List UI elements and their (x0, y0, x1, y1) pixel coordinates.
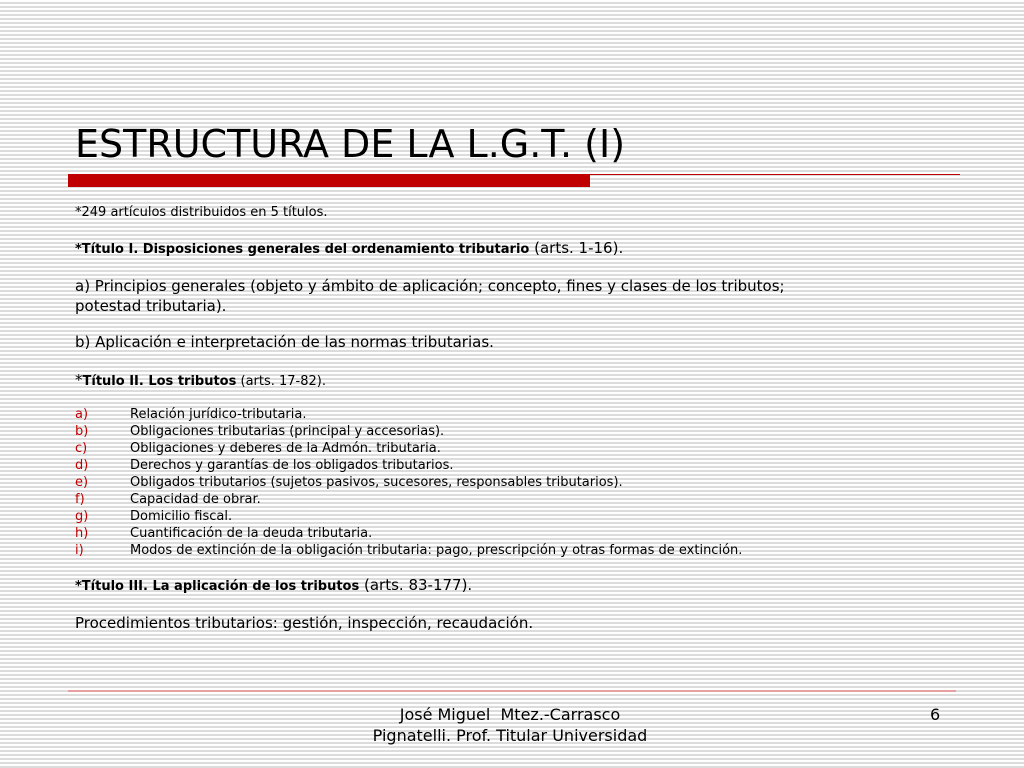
point-a-line-2: potestad tributaria). (75, 297, 227, 315)
titulo-3-arts: (arts. 83-177). (359, 576, 473, 594)
list-item-letter: g) (75, 509, 89, 524)
titulo-1-arts: (arts. 1-16). (529, 239, 624, 257)
titulo-2-arts: (arts. 17-82). (236, 374, 326, 389)
list-item-letter: e) (75, 475, 89, 490)
titulo-2-line (75, 372, 326, 390)
titulo-2-prefix: * (75, 371, 83, 389)
point-a (75, 276, 785, 316)
list-item-letter: b) (75, 424, 89, 439)
list-item-letter: h) (75, 526, 89, 541)
list-item-letter: i) (75, 543, 84, 558)
slide-title: ESTRUCTURA DE LA L.G.T. (I) (75, 122, 626, 166)
list-item-letter: d) (75, 458, 89, 473)
titulo-3-heading: *Título III. La aplicación de los tributos (75, 579, 360, 594)
footer-author-line-2: Pignatelli. Prof. Titular Universidad (372, 726, 648, 745)
list-item-text: Relación jurídico-tributaria. (130, 407, 307, 422)
footer-author-line-1: José Miguel Mtez.-Carrasco (399, 705, 621, 724)
list-item-text: Obligados tributarios (sujetos pasivos, sucesores, responsables tributarios). (130, 475, 623, 490)
list-item-text: Obligaciones y deberes de la Admón. tributaria. (130, 441, 441, 456)
list-item-text: Derechos y garantías de los obligados tributarios. (130, 458, 454, 473)
point-a-line-1: a) Principios generales (objeto y ámbito de aplicación; concepto, fines y clases de los tributos; (75, 277, 785, 295)
list-item-text: Obligaciones tributarias (principal y accesorias). (130, 424, 445, 439)
list-item-text: Capacidad de obrar. (130, 492, 261, 507)
titulo-2-heading: Título II. Los tributos (82, 374, 237, 389)
page-number: 6 (930, 705, 941, 724)
titulo-1-line (75, 239, 623, 258)
list-item-letter: a) (75, 407, 89, 422)
footer-author (340, 704, 680, 746)
footer-divider (68, 690, 956, 692)
list-item-text: Cuantificación de la deuda tributaria. (130, 526, 373, 541)
title-accent-bar (68, 175, 590, 187)
list-item-letter: f) (75, 492, 85, 507)
intro-text: *249 artículos distribuidos en 5 títulos. (75, 205, 328, 220)
titulo-3-line (75, 576, 472, 595)
titulo-1-heading: *Título I. Disposiciones generales del ordenamiento tributario (75, 242, 530, 257)
list-item-letter: c) (75, 441, 88, 456)
procedures-text: Procedimientos tributarios: gestión, inspección, recaudación. (75, 614, 534, 632)
point-b: b) Aplicación e interpretación de las normas tributarias. (75, 333, 494, 351)
list-item-text: Domicilio fiscal. (130, 509, 233, 524)
list-item-text: Modos de extinción de la obligación tributaria: pago, prescripción y otras formas de extinción. (130, 543, 743, 558)
